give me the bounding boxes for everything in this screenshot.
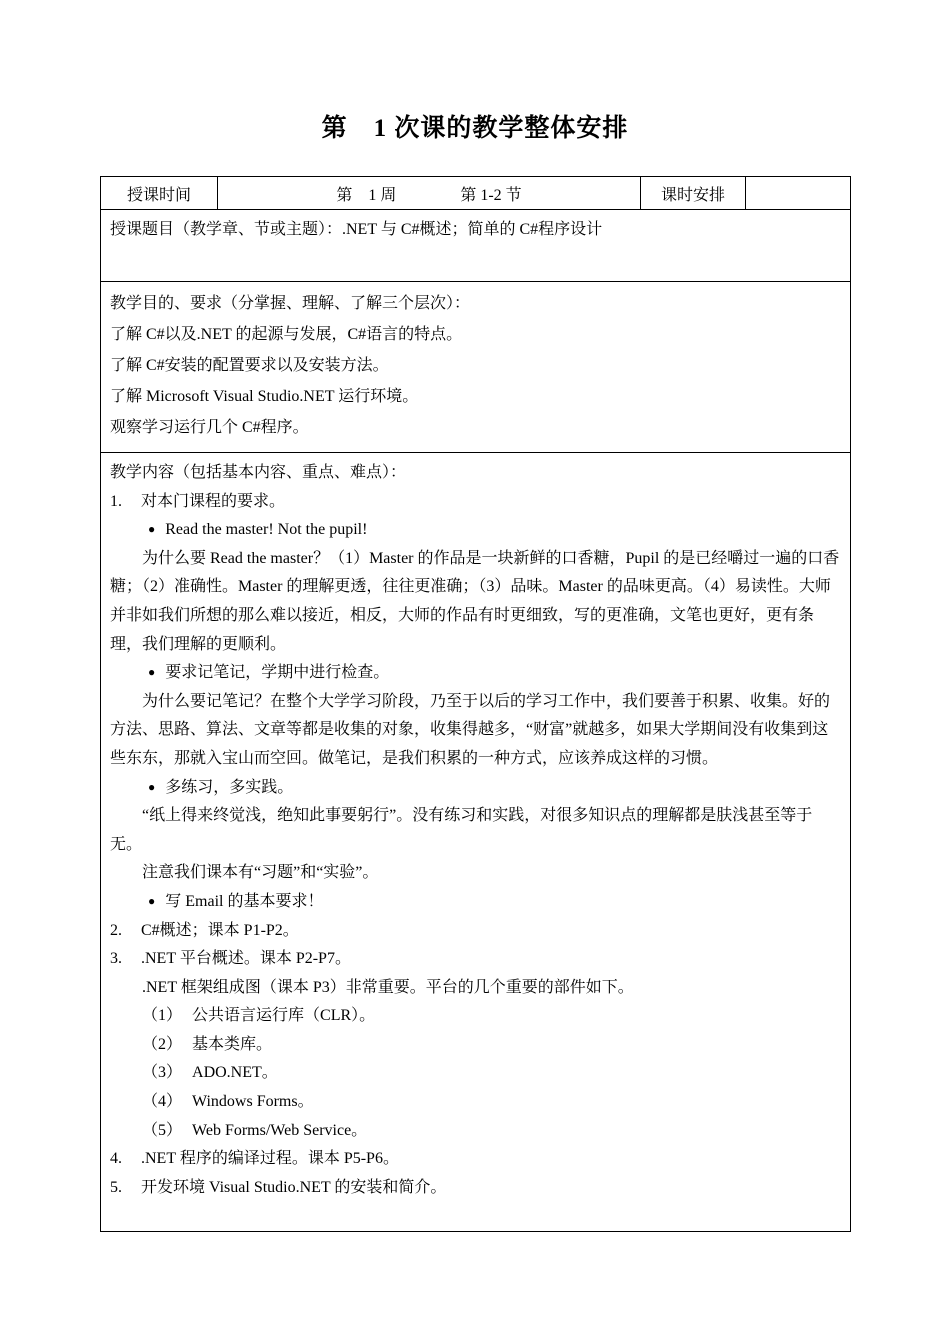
content-heading: 教学内容（包括基本内容、重点、难点）：: [110, 464, 407, 481]
objective-item: 了解 Microsoft Visual Studio.NET 运行环境。: [110, 388, 419, 405]
item-text: Web Forms/Web Service。: [192, 1121, 368, 1139]
topic-row: [101, 210, 850, 282]
content-block-numbered: [110, 945, 841, 974]
item-number: 3.: [110, 950, 122, 968]
item-number: （2）: [142, 1035, 183, 1053]
item-number: 5.: [110, 1178, 122, 1196]
content-block-numbered: [110, 488, 841, 517]
item-text: .NET 平台概述。课本 P2-P7。: [141, 950, 351, 968]
content-block-bullet: [110, 774, 841, 803]
item-text: 写 Email 的基本要求！: [165, 892, 324, 910]
item-text: 对本门课程的要求。: [141, 492, 286, 510]
content-block-numbered: [110, 1174, 841, 1203]
content-row: [101, 453, 850, 1231]
item-number: 4.: [110, 1150, 122, 1168]
content-block-bullet: [110, 516, 841, 545]
content-block-sub: [110, 1002, 841, 1031]
item-number: （3）: [142, 1064, 183, 1082]
item-text: 多练习，多实践。: [165, 778, 294, 796]
objective-item: 了解 C#以及.NET 的起源与发展，C#语言的特点。: [110, 326, 463, 343]
content-block-bullet: [110, 659, 841, 688]
objectives-list: [110, 319, 841, 443]
item-number: （1）: [142, 1007, 183, 1025]
objective-item: 观察学习运行几个 C#程序。: [110, 419, 309, 436]
bullet-icon: ●: [148, 522, 156, 537]
item-text: .NET 程序的编译过程。课本 P5-P6。: [141, 1150, 399, 1168]
item-text: 开发环境 Visual Studio.NET 的安装和简介。: [141, 1178, 447, 1196]
header-row: [101, 177, 850, 210]
bullet-icon: ●: [148, 779, 156, 794]
objectives-row: [101, 282, 850, 453]
hours-label-cell: 课时安排: [641, 177, 746, 209]
item-number: （4）: [142, 1093, 183, 1111]
content-block-sub: [110, 1031, 841, 1060]
item-number: 2.: [110, 921, 122, 939]
item-number: （5）: [142, 1121, 183, 1139]
bullet-icon: ●: [148, 665, 156, 680]
time-value-cell: 第 1 周 第 1-2 节: [218, 177, 641, 209]
item-text: 基本类库。: [192, 1035, 273, 1053]
item-text: Read the master! Not the pupil!: [165, 521, 368, 539]
content-block-sub: [110, 1088, 841, 1117]
content-block-bullet: [110, 888, 841, 917]
content-block-sub: [110, 1059, 841, 1088]
item-number: 1.: [110, 492, 122, 510]
content-block-para: .NET 框架组成图（课本 P3）非常重要。平台的几个重要的部件如下。: [142, 978, 634, 996]
item-text: 公共语言运行库（CLR）。: [192, 1007, 376, 1025]
content-block-numbered: [110, 917, 841, 946]
item-text: Windows Forms。: [192, 1093, 314, 1111]
item-text: C#概述；课本 P1-P2。: [141, 921, 299, 939]
content-block-sub: [110, 1117, 841, 1146]
bullet-icon: ●: [148, 893, 156, 908]
lesson-plan-table: [100, 176, 851, 1232]
content-block-para: “纸上得来终觉浅，绝知此事要躬行”。没有练习和实践，对很多知识点的理解都是肤浅甚至等于无。: [110, 807, 813, 853]
content-blocks: [110, 488, 841, 1203]
content-block-para: 为什么要 Read the master？（1）Master 的作品是一块新鲜的口香糖，Pupil 的是已经嚼过一遍的口香糖；（2）准确性。Master 的理解更透，往往更准确；（3）品味。Master 的品味更高。（4）易读性。大师并非如我们所想的那么难以接近，相反，大师的作品有时更细致，写的更准确，文笔也更好，更有条理，我们理解的更顺利。: [110, 549, 840, 653]
content-block-para: 为什么要记笔记？在整个大学学习阶段，乃至于以后的学习工作中，我们要善于积累、收集。好的方法、思路、算法、文章等都是收集的对象，收集得越多，“财富”就越多，如果大学期间没有收集到这些东东，那就入宝山而空回。做笔记，是我们积累的一种方式，应该养成这样的习惯。: [110, 692, 831, 767]
content-block-para: 注意我们课本有“习题”和“实验”。: [142, 864, 379, 882]
item-text: 要求记笔记，学期中进行检查。: [165, 664, 390, 682]
objective-item: 了解 C#安装的配置要求以及安装方法。: [110, 357, 389, 374]
objectives-heading: 教学目的、要求（分掌握、理解、了解三个层次）：: [110, 295, 471, 312]
page-title: 第 1 次课的教学整体安排: [321, 115, 629, 142]
time-label-cell: 授课时间: [101, 177, 218, 209]
item-text: ADO.NET。: [192, 1064, 278, 1082]
topic-text: 授课题目（教学章、节或主题）：.NET 与 C#概述；简单的 C#程序设计: [110, 221, 603, 238]
hours-value-cell: [746, 177, 850, 209]
content-block-numbered: [110, 1145, 841, 1174]
